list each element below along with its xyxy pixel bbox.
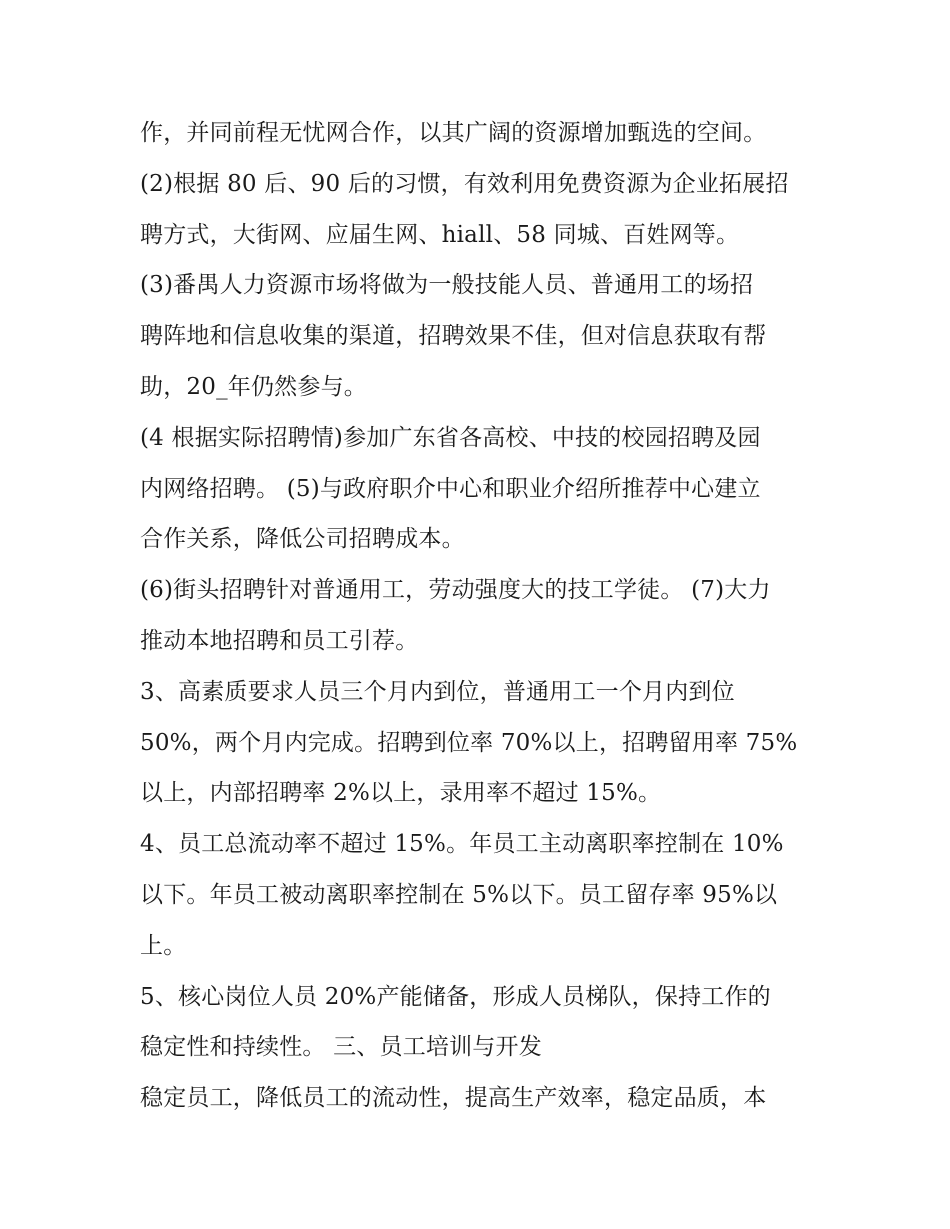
text-line: 50%，两个月内完成。招聘到位率 70%以上，招聘留用率 75% <box>140 729 798 756</box>
text-line: 5、核心岗位人员 20%产能储备，形成人员梯队，保持工作的 <box>140 983 771 1010</box>
text-line: 稳定性和持续性。 三、员工培训与开发 <box>140 1034 542 1061</box>
text-line: 稳定员工，降低员工的流动性，提高生产效率，稳定品质，本 <box>140 1085 767 1112</box>
text-line: 聘方式，大街网、应届生网、hiall、58 同城、百姓网等。 <box>140 221 740 248</box>
text-line: 内网络招聘。 (5)与政府职介中心和职业介绍所推荐中心建立 <box>140 475 761 502</box>
text-line: 3、高素质要求人员三个月内到位，普通用工一个月内到位 <box>140 678 735 705</box>
text-line: (6)街头招聘针对普通用工，劳动强度大的技工学徒。 (7)大力 <box>140 577 771 604</box>
text-line: 聘阵地和信息收集的渠道，招聘效果不佳，但对信息获取有帮 <box>140 323 767 350</box>
text-line: 合作关系，降低公司招聘成本。 <box>140 526 465 553</box>
text-line: 4、员工总流动率不超过 15%。年员工主动离职率控制在 10% <box>140 831 784 858</box>
text-line: 以上，内部招聘率 2%以上，录用率不超过 15%。 <box>140 780 662 807</box>
text-line: (4 根据实际招聘情)参加广东省各高校、中技的校园招聘及园 <box>140 424 761 451</box>
text-line: 以下。年员工被动离职率控制在 5%以下。员工留存率 95%以 <box>140 881 778 908</box>
text-line: 上。 <box>140 932 187 959</box>
text-line: (2)根据 80 后、90 后的习惯，有效利用免费资源为企业拓展招 <box>140 170 789 197</box>
text-line: 作，并同前程无忧网合作，以其广阔的资源增加甄选的空间。 <box>140 120 767 146</box>
document-body <box>140 108 830 1124</box>
text-line: 推动本地招聘和员工引荐。 <box>140 627 419 654</box>
text-line: (3)番禺人力资源市场将做为一般技能人员、普通用工的场招 <box>140 272 754 299</box>
text-line: 助，20_年仍然参与。 <box>140 373 367 400</box>
